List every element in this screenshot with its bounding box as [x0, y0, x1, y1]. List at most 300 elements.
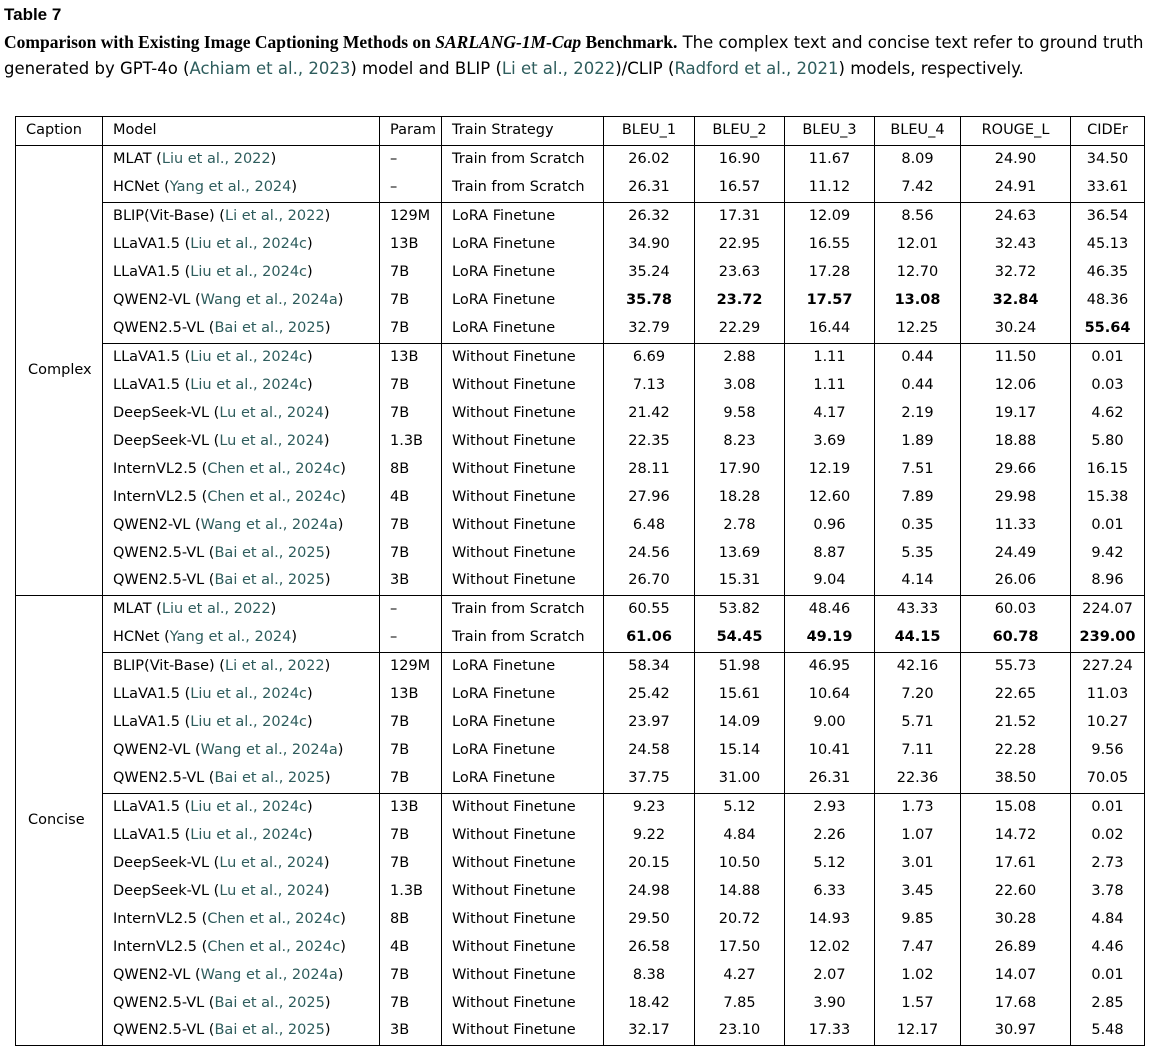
model-citation-link[interactable]: Lu et al., 2024	[219, 432, 324, 449]
model-name: BLIP(Vit-Base)	[113, 658, 215, 675]
model-cell: QWEN2.5-VL (Bai et al., 2025)	[103, 1017, 380, 1045]
table-row	[16, 427, 1145, 455]
metric-cell: 16.57	[695, 174, 785, 202]
table-number: Table 7	[4, 5, 62, 24]
param-cell: 1.3B	[380, 877, 442, 905]
model-citation-link[interactable]: Liu et al., 2024c	[190, 236, 308, 253]
header-cell: BLEU_3	[785, 117, 875, 146]
metric-cell: 12.19	[785, 455, 875, 483]
train-strategy-cell: Train from Scratch	[442, 145, 604, 173]
model-name: QWEN2.5-VL	[113, 572, 205, 589]
param-cell: 4B	[380, 933, 442, 961]
metric-cell: 32.79	[604, 315, 695, 343]
caption-title	[4, 32, 677, 52]
model-citation-link[interactable]: Lu et al., 2024	[219, 882, 324, 899]
metric-cell: 2.19	[875, 399, 961, 427]
model-name: QWEN2-VL	[113, 292, 191, 309]
metric-cell: 17.28	[785, 259, 875, 287]
metric-cell: 0.01	[1071, 511, 1145, 539]
best-score: 61.06	[626, 629, 672, 646]
metric-cell: 24.49	[961, 539, 1071, 567]
metric-cell: 12.09	[785, 202, 875, 230]
model-citation-link[interactable]: Bai et al., 2025	[214, 320, 325, 337]
model-citation-link[interactable]: Liu et al., 2024c	[190, 714, 308, 731]
model-citation-link[interactable]: Bai et al., 2025	[214, 770, 325, 787]
table-row	[16, 737, 1145, 765]
param-cell: 7B	[380, 849, 442, 877]
train-strategy-cell: LoRA Finetune	[442, 259, 604, 287]
model-cell: BLIP(Vit-Base) (Li et al., 2022)	[103, 202, 380, 230]
table-row	[16, 1017, 1145, 1045]
best-score: 35.78	[626, 292, 672, 309]
param-cell: 7B	[380, 737, 442, 765]
table-row	[16, 989, 1145, 1017]
train-strategy-cell: LoRA Finetune	[442, 287, 604, 315]
metric-cell: 11.03	[1071, 681, 1145, 709]
header-cell: Param	[380, 117, 442, 146]
model-cell: HCNet (Yang et al., 2024)	[103, 624, 380, 652]
metric-cell: 7.51	[875, 455, 961, 483]
metric-cell: 24.90	[961, 145, 1071, 173]
caption-citation-link[interactable]: Radford et al., 2021	[674, 59, 839, 78]
metric-cell: 13.69	[695, 539, 785, 567]
metric-cell: 9.42	[1071, 539, 1145, 567]
metric-cell: 6.33	[785, 877, 875, 905]
train-strategy-cell: Without Finetune	[442, 905, 604, 933]
metric-cell: 0.44	[875, 343, 961, 371]
metric-cell: 11.50	[961, 343, 1071, 371]
metric-cell: 1.11	[785, 343, 875, 371]
table-row	[16, 259, 1145, 287]
metric-cell: 34.50	[1071, 145, 1145, 173]
metric-cell: 18.88	[961, 427, 1071, 455]
metric-cell: 26.31	[785, 765, 875, 793]
metric-cell: 12.01	[875, 231, 961, 259]
metric-cell: 3.08	[695, 371, 785, 399]
train-strategy-cell: Without Finetune	[442, 483, 604, 511]
header-cell: CIDEr	[1071, 117, 1145, 146]
param-cell: –	[380, 145, 442, 173]
metric-cell: 60.03	[961, 595, 1071, 623]
param-cell: 7B	[380, 259, 442, 287]
metric-cell: 9.85	[875, 905, 961, 933]
model-cell: QWEN2-VL (Wang et al., 2024a)	[103, 287, 380, 315]
metric-cell	[695, 624, 785, 652]
model-citation-link[interactable]: Liu et al., 2022	[161, 601, 271, 618]
metric-cell: 8.23	[695, 427, 785, 455]
train-strategy-cell: Without Finetune	[442, 371, 604, 399]
train-strategy-cell: LoRA Finetune	[442, 315, 604, 343]
model-name: LLaVA1.5	[113, 714, 181, 731]
param-cell: 7B	[380, 399, 442, 427]
metric-cell: 0.01	[1071, 961, 1145, 989]
param-cell: 129M	[380, 652, 442, 680]
train-strategy-cell: LoRA Finetune	[442, 709, 604, 737]
metric-cell: 32.43	[961, 231, 1071, 259]
metric-cell: 3.69	[785, 427, 875, 455]
metric-cell: 15.31	[695, 567, 785, 595]
model-cell: QWEN2.5-VL (Bai et al., 2025)	[103, 765, 380, 793]
param-cell: 8B	[380, 905, 442, 933]
model-cell: QWEN2.5-VL (Bai et al., 2025)	[103, 567, 380, 595]
best-score: 23.72	[716, 292, 763, 309]
model-citation-link[interactable]: Bai et al., 2025	[214, 994, 325, 1011]
model-name: MLAT	[113, 151, 152, 168]
model-citation-link[interactable]: Liu et al., 2022	[161, 151, 271, 168]
metric-cell: 12.17	[875, 1017, 961, 1045]
best-score: 60.78	[992, 629, 1039, 646]
table-row	[16, 765, 1145, 793]
caption-group-cell: Complex	[16, 145, 103, 595]
train-strategy-cell: Without Finetune	[442, 539, 604, 567]
param-cell: 13B	[380, 793, 442, 821]
model-citation-link[interactable]: Liu et al., 2024c	[190, 376, 308, 393]
metric-cell: 26.02	[604, 145, 695, 173]
metric-cell: 36.54	[1071, 202, 1145, 230]
metric-cell: 9.00	[785, 709, 875, 737]
metric-cell: 22.29	[695, 315, 785, 343]
metric-cell: 4.27	[695, 961, 785, 989]
model-citation-link[interactable]: Wang et al., 2024a	[200, 516, 338, 533]
train-strategy-cell: Without Finetune	[442, 933, 604, 961]
metric-cell: 16.90	[695, 145, 785, 173]
header-cell: BLEU_1	[604, 117, 695, 146]
model-cell: DeepSeek-VL (Lu et al., 2024)	[103, 849, 380, 877]
param-cell: 13B	[380, 681, 442, 709]
metric-cell: 10.50	[695, 849, 785, 877]
metric-cell: 4.62	[1071, 399, 1145, 427]
model-name: LLaVA1.5	[113, 798, 181, 815]
model-citation-link[interactable]: Liu et al., 2024c	[190, 348, 308, 365]
model-name: QWEN2.5-VL	[113, 1022, 205, 1039]
metric-cell: 2.26	[785, 821, 875, 849]
header-cell: BLEU_4	[875, 117, 961, 146]
train-strategy-cell: Without Finetune	[442, 989, 604, 1017]
metric-cell: 14.09	[695, 709, 785, 737]
model-citation-link[interactable]: Wang et al., 2024a	[200, 742, 338, 759]
metric-cell: 15.14	[695, 737, 785, 765]
model-name: QWEN2.5-VL	[113, 320, 205, 337]
param-cell: 7B	[380, 765, 442, 793]
table-row	[16, 961, 1145, 989]
model-cell: LLaVA1.5 (Liu et al., 2024c)	[103, 821, 380, 849]
model-cell: BLIP(Vit-Base) (Li et al., 2022)	[103, 652, 380, 680]
model-cell: InternVL2.5 (Chen et al., 2024c)	[103, 933, 380, 961]
table-row	[16, 933, 1145, 961]
metric-cell: 17.31	[695, 202, 785, 230]
metric-cell: 19.17	[961, 399, 1071, 427]
model-cell: DeepSeek-VL (Lu et al., 2024)	[103, 399, 380, 427]
metric-cell: 35.24	[604, 259, 695, 287]
model-name: QWEN2-VL	[113, 966, 191, 983]
metric-cell: 2.78	[695, 511, 785, 539]
metric-cell: 24.63	[961, 202, 1071, 230]
metric-cell: 18.28	[695, 483, 785, 511]
model-citation-link[interactable]: Chen et al., 2024c	[207, 910, 341, 927]
metric-cell: 15.61	[695, 681, 785, 709]
metric-cell: 31.00	[695, 765, 785, 793]
table-row	[16, 793, 1145, 821]
metric-cell: 53.82	[695, 595, 785, 623]
metric-cell: 0.01	[1071, 793, 1145, 821]
model-name: InternVL2.5	[113, 460, 198, 477]
metric-cell	[961, 624, 1071, 652]
metric-cell: 7.89	[875, 483, 961, 511]
metric-cell	[695, 287, 785, 315]
model-citation-link[interactable]: Chen et al., 2024c	[207, 938, 341, 955]
table-row	[16, 371, 1145, 399]
metric-cell: 26.32	[604, 202, 695, 230]
metric-cell: 7.42	[875, 174, 961, 202]
param-cell: 1.3B	[380, 427, 442, 455]
metric-cell: 22.35	[604, 427, 695, 455]
metric-cell: 26.58	[604, 933, 695, 961]
metric-cell: 60.55	[604, 595, 695, 623]
metric-cell: 1.02	[875, 961, 961, 989]
caption-citation-link[interactable]: Achiam et al., 2023	[189, 59, 351, 78]
table-row	[16, 681, 1145, 709]
model-name: InternVL2.5	[113, 938, 198, 955]
metric-cell: 51.98	[695, 652, 785, 680]
metric-cell	[785, 624, 875, 652]
metric-cell: 32.72	[961, 259, 1071, 287]
best-score: 49.19	[806, 629, 853, 646]
model-name: BLIP(Vit-Base)	[113, 208, 215, 225]
metric-cell: 11.12	[785, 174, 875, 202]
metric-cell: 8.96	[1071, 567, 1145, 595]
metric-cell: 15.08	[961, 793, 1071, 821]
metric-cell: 22.65	[961, 681, 1071, 709]
train-strategy-cell: LoRA Finetune	[442, 681, 604, 709]
model-citation-link[interactable]: Liu et al., 2024c	[190, 798, 308, 815]
metric-cell: 1.73	[875, 793, 961, 821]
model-name: LLaVA1.5	[113, 826, 181, 843]
model-citation-link[interactable]: Chen et al., 2024c	[207, 460, 341, 477]
model-name: QWEN2-VL	[113, 516, 191, 533]
table-row	[16, 905, 1145, 933]
model-name: DeepSeek-VL	[113, 854, 210, 871]
best-score: 55.64	[1084, 320, 1131, 337]
model-name: QWEN2.5-VL	[113, 544, 205, 561]
metric-cell: 1.07	[875, 821, 961, 849]
metric-cell: 7.85	[695, 989, 785, 1017]
metric-cell: 30.28	[961, 905, 1071, 933]
model-citation-link[interactable]: Yang et al., 2024	[169, 179, 292, 196]
best-score: 17.57	[806, 292, 853, 309]
model-cell: LLaVA1.5 (Liu et al., 2024c)	[103, 343, 380, 371]
table-row	[16, 455, 1145, 483]
model-citation-link[interactable]: Bai et al., 2025	[214, 572, 325, 589]
param-cell: 7B	[380, 511, 442, 539]
model-citation-link[interactable]: Yang et al., 2024	[169, 629, 292, 646]
caption-title-prefix: Comparison with Existing Image Captioning Methods on	[4, 32, 436, 52]
metric-cell: 3.90	[785, 989, 875, 1017]
model-citation-link[interactable]: Bai et al., 2025	[214, 1022, 325, 1039]
metric-cell: 4.84	[1071, 905, 1145, 933]
param-cell: 7B	[380, 539, 442, 567]
best-score: 44.15	[894, 629, 941, 646]
metric-cell: 20.15	[604, 849, 695, 877]
metric-cell: 55.73	[961, 652, 1071, 680]
metric-cell: 12.25	[875, 315, 961, 343]
table-row	[16, 483, 1145, 511]
metric-cell: 24.91	[961, 174, 1071, 202]
metric-cell: 2.85	[1071, 989, 1145, 1017]
table-row	[16, 202, 1145, 230]
model-citation-link[interactable]: Lu et al., 2024	[219, 854, 324, 871]
metric-cell: 38.50	[961, 765, 1071, 793]
caption-citation-link[interactable]: Li et al., 2022	[501, 59, 616, 78]
metric-cell: 11.33	[961, 511, 1071, 539]
metric-cell: 6.48	[604, 511, 695, 539]
param-cell: 8B	[380, 455, 442, 483]
metric-cell: 48.46	[785, 595, 875, 623]
metric-cell: 14.93	[785, 905, 875, 933]
metric-cell: 1.89	[875, 427, 961, 455]
metric-cell: 9.23	[604, 793, 695, 821]
metric-cell: 23.97	[604, 709, 695, 737]
param-cell: –	[380, 174, 442, 202]
metric-cell: 12.60	[785, 483, 875, 511]
caption-text-1: The complex text and concise text refer to ground truth generated by GPT-4o (	[4, 33, 1144, 78]
model-name: HCNet	[113, 179, 160, 196]
metric-cell: 33.61	[1071, 174, 1145, 202]
param-cell: 7B	[380, 371, 442, 399]
model-cell: InternVL2.5 (Chen et al., 2024c)	[103, 905, 380, 933]
metric-cell: 45.13	[1071, 231, 1145, 259]
table-row	[16, 399, 1145, 427]
metric-cell: 7.13	[604, 371, 695, 399]
metric-cell: 11.67	[785, 145, 875, 173]
metric-cell: 224.07	[1071, 595, 1145, 623]
metric-cell: 0.35	[875, 511, 961, 539]
metric-cell: 12.06	[961, 371, 1071, 399]
param-cell: –	[380, 624, 442, 652]
model-cell: QWEN2-VL (Wang et al., 2024a)	[103, 961, 380, 989]
metric-cell: 9.58	[695, 399, 785, 427]
param-cell: 129M	[380, 202, 442, 230]
results-table	[15, 116, 1145, 1046]
train-strategy-cell: Without Finetune	[442, 399, 604, 427]
table-row	[16, 231, 1145, 259]
metric-cell	[604, 624, 695, 652]
model-citation-link[interactable]: Bai et al., 2025	[214, 544, 325, 561]
model-citation-link[interactable]: Liu et al., 2024c	[190, 826, 308, 843]
table-body	[16, 145, 1145, 1045]
metric-cell: 2.73	[1071, 849, 1145, 877]
header-cell: ROUGE_L	[961, 117, 1071, 146]
model-citation-link[interactable]: Li et al., 2022	[224, 208, 325, 225]
metric-cell: 22.28	[961, 737, 1071, 765]
train-strategy-cell: LoRA Finetune	[442, 737, 604, 765]
metric-cell: 48.36	[1071, 287, 1145, 315]
table-row	[16, 849, 1145, 877]
table-row	[16, 595, 1145, 623]
model-citation-link[interactable]: Lu et al., 2024	[219, 404, 324, 421]
param-cell: 7B	[380, 287, 442, 315]
metric-cell: 27.96	[604, 483, 695, 511]
metric-cell: 9.56	[1071, 737, 1145, 765]
metric-cell: 24.56	[604, 539, 695, 567]
metric-cell: 17.33	[785, 1017, 875, 1045]
model-name: InternVL2.5	[113, 910, 198, 927]
model-cell: QWEN2.5-VL (Bai et al., 2025)	[103, 989, 380, 1017]
header-cell: Train Strategy	[442, 117, 604, 146]
metric-cell: 3.78	[1071, 877, 1145, 905]
model-citation-link[interactable]: Liu et al., 2024c	[190, 264, 308, 281]
best-score: 13.08	[894, 292, 941, 309]
model-name: DeepSeek-VL	[113, 432, 210, 449]
table-header-row	[16, 117, 1145, 146]
param-cell: 7B	[380, 989, 442, 1017]
table-row	[16, 287, 1145, 315]
train-strategy-cell: LoRA Finetune	[442, 202, 604, 230]
best-score: 239.00	[1079, 629, 1136, 646]
train-strategy-cell: Without Finetune	[442, 567, 604, 595]
metric-cell: 8.56	[875, 202, 961, 230]
train-strategy-cell: LoRA Finetune	[442, 231, 604, 259]
metric-cell: 4.84	[695, 821, 785, 849]
caption-text-2: ) model and BLIP (	[350, 59, 502, 78]
model-cell: InternVL2.5 (Chen et al., 2024c)	[103, 483, 380, 511]
best-score: 32.84	[992, 292, 1039, 309]
model-name: MLAT	[113, 601, 152, 618]
metric-cell: 10.64	[785, 681, 875, 709]
table-row	[16, 145, 1145, 173]
param-cell: 3B	[380, 1017, 442, 1045]
model-citation-link[interactable]: Liu et al., 2024c	[190, 686, 308, 703]
metric-cell: 28.11	[604, 455, 695, 483]
table-caption	[4, 29, 1150, 82]
caption-group-cell: Concise	[16, 595, 103, 1045]
metric-cell: 1.57	[875, 989, 961, 1017]
metric-cell: 9.04	[785, 567, 875, 595]
param-cell: 4B	[380, 483, 442, 511]
model-name: QWEN2.5-VL	[113, 770, 205, 787]
metric-cell	[875, 624, 961, 652]
param-cell: –	[380, 595, 442, 623]
metric-cell: 58.34	[604, 652, 695, 680]
metric-cell: 3.01	[875, 849, 961, 877]
header-cell: Caption	[16, 117, 103, 146]
metric-cell: 29.50	[604, 905, 695, 933]
metric-cell: 9.22	[604, 821, 695, 849]
table-row	[16, 315, 1145, 343]
metric-cell: 6.69	[604, 343, 695, 371]
model-cell: LLaVA1.5 (Liu et al., 2024c)	[103, 709, 380, 737]
model-name: HCNet	[113, 629, 160, 646]
metric-cell: 25.42	[604, 681, 695, 709]
model-citation-link[interactable]: Wang et al., 2024a	[200, 966, 338, 983]
metric-cell: 5.35	[875, 539, 961, 567]
train-strategy-cell: Without Finetune	[442, 849, 604, 877]
train-strategy-cell: Without Finetune	[442, 455, 604, 483]
header-cell: BLEU_2	[695, 117, 785, 146]
metric-cell: 5.12	[695, 793, 785, 821]
model-name: LLaVA1.5	[113, 376, 181, 393]
model-name: LLaVA1.5	[113, 348, 181, 365]
model-citation-link[interactable]: Chen et al., 2024c	[207, 488, 341, 505]
metric-cell: 21.42	[604, 399, 695, 427]
table-row	[16, 567, 1145, 595]
model-cell: QWEN2.5-VL (Bai et al., 2025)	[103, 539, 380, 567]
metric-cell: 17.50	[695, 933, 785, 961]
model-citation-link[interactable]: Li et al., 2022	[224, 658, 325, 675]
train-strategy-cell: LoRA Finetune	[442, 652, 604, 680]
model-citation-link[interactable]: Wang et al., 2024a	[200, 292, 338, 309]
train-strategy-cell: Train from Scratch	[442, 624, 604, 652]
metric-cell: 30.97	[961, 1017, 1071, 1045]
